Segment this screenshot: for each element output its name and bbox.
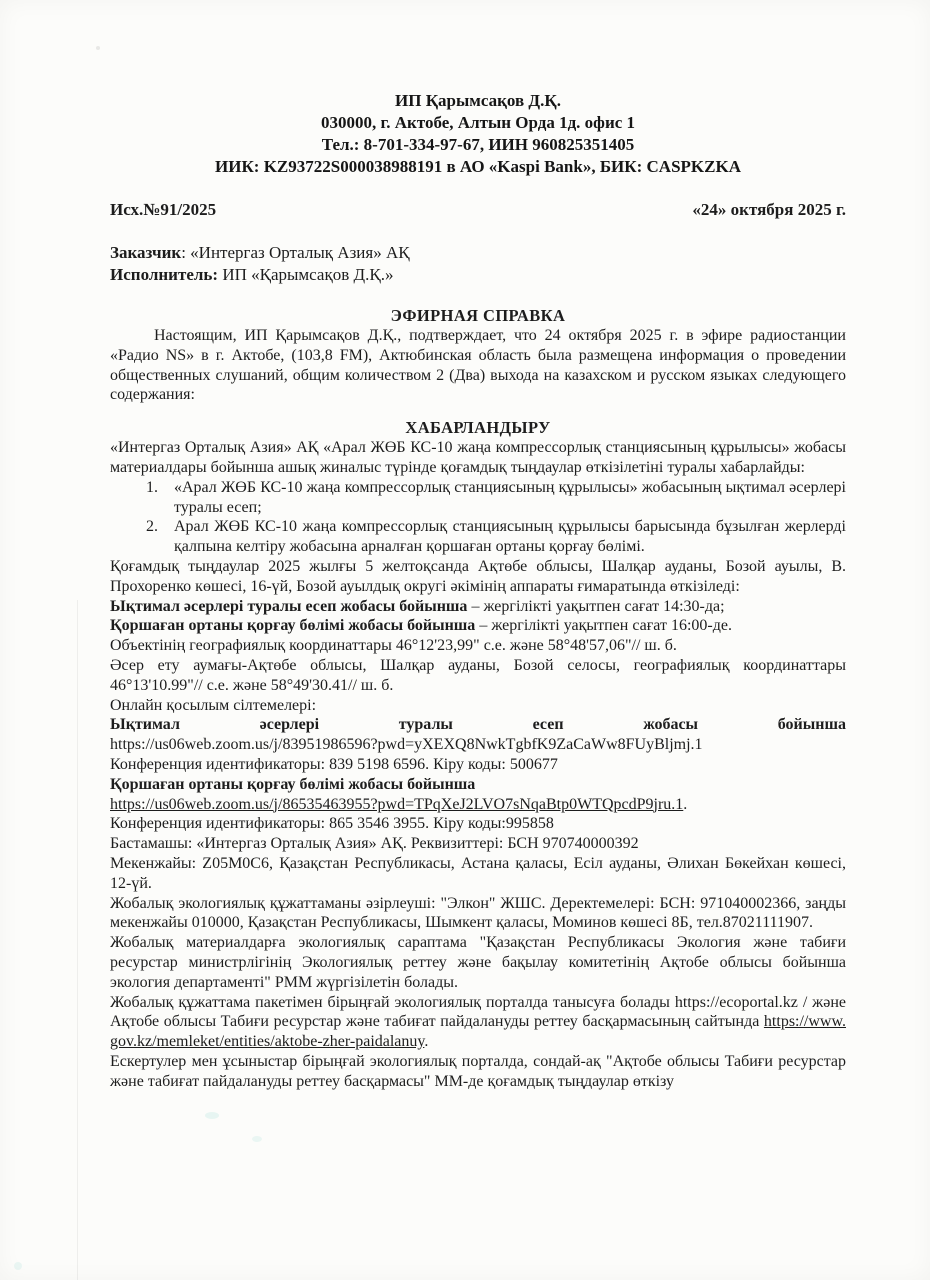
portal-text-pre: Жобалық құжаттама пакетімен бірыңғай экологиялық порталда танысуға болады bbox=[110, 993, 675, 1011]
time-line-report-value: – жергілікті уақытпен сағат 14:30-да; bbox=[467, 597, 725, 615]
list-item-number: 2. bbox=[146, 518, 158, 536]
object-coordinates: Объектінің географиялық координаттары 46°12'23,99" с.е. және 58°48'57,06"// ш. б. bbox=[110, 637, 677, 655]
impact-area-coordinates: Әсер ету аумағы-Ақтөбе облысы, Шалқар ауданы, Бозой селосы, географиялық координаттары 46°13'10.99"// с.е. және 58°49'30.41// ш. б. bbox=[110, 656, 846, 694]
ecoportal-link[interactable]: https://ecoportal.kz bbox=[674, 993, 798, 1011]
customer-label: Заказчик bbox=[110, 243, 182, 262]
announcement-title: ХАБАРЛАНДЫРУ bbox=[405, 418, 551, 438]
customer-value: : «Интергаз Орталық Азия» АҚ bbox=[181, 243, 410, 262]
reference-row bbox=[110, 200, 846, 220]
contractor-label: Исполнитель: bbox=[110, 265, 219, 284]
list-item bbox=[146, 517, 846, 557]
list-item-text: Арал ЖӨБ КС-10 жаңа компрессорлық станциясының құрылысы барысында бұзылған жерлерді қалпына келтіру жобасына арналған қоршаған ортаны қорғау бөлімі. bbox=[174, 518, 846, 556]
zoom-conference1-line: Конференция идентификаторы: 839 5198 6596. Кіру коды: 500677 bbox=[110, 755, 558, 773]
customer-line bbox=[110, 242, 846, 264]
expertise-paragraph: Жобалық материалдарға экологиялық сараптама "Қазақстан Республикасы Экология және табиғи ресурстар министрлігінің Экологиялық реттеу және бақылау комитетінің Ақтобе облысы бойынша экология департаменті" РММ жүргізілетін болады. bbox=[110, 934, 846, 991]
outgoing-number: Исх.№91/2025 bbox=[110, 200, 217, 219]
zoom-link2-suffix: . bbox=[683, 795, 688, 813]
letter-content bbox=[110, 90, 846, 1091]
certificate-body: Настоящим, ИП Қарымсақов Д.Қ., подтверждает, что 24 октября 2025 г. в эфире радиостанции «Радио NS» в г. Актобе, (103,8 FM), Актюбинская область была размещена информация о проведении общественных слушаний, общим количеством 2 (Два) выхода на казахском и русском языках следующего содержания: bbox=[110, 327, 846, 404]
letterhead-bank-details: ИИК: KZ93722S000038988191 в АО «Kaspi Bank», БИК: CASPKZKA bbox=[215, 157, 741, 176]
scan-speck bbox=[14, 1262, 22, 1270]
letterhead bbox=[110, 90, 846, 178]
zoom-link2-heading: Қоршаған ортаны қорғау бөлімі жобасы бойынша bbox=[110, 775, 476, 793]
letterhead-phone-iin: Тел.: 8-701-334-97-67, ИИН 960825351405 bbox=[321, 135, 635, 154]
scan-speck bbox=[205, 1112, 219, 1119]
zoom-link1-url[interactable]: https://us06web.zoom.us/j/83951986596?pwd=yXEXQ8NwkTgbfK9ZaCaWw8FUyBljmj.1 bbox=[110, 736, 703, 754]
initiator-line: Бастамашы: «Интергаз Орталық Азия» АҚ. Реквизиттері: БСН 970740000392 bbox=[110, 835, 639, 853]
time-line-environment-label: Қоршаған ортаны қорғау бөлімі жобасы бойынша bbox=[110, 617, 476, 635]
initiator-address-line: Мекенжайы: Z05M0C6, Қазақстан Республикасы, Астана қаласы, Есіл ауданы, Әлихан Бөкейхан көшесі, 12-үй. bbox=[110, 854, 846, 892]
letterhead-company-name: ИП Қарымсақов Д.Қ. bbox=[395, 91, 561, 110]
portal-text-mid: / және Ақтобе облысы Табиғи ресурстар және табиғат пайдалануды реттеу басқармасының сайтында bbox=[110, 993, 847, 1031]
announcement-intro: «Интергаз Орталық Азия» АҚ «Арал ЖӨБ КС-10 жаңа компрессорлық станциясының құрылысы» жобасы материалдары бойынша ашық жиналыс түрінде қоғамдық тыңдаулар өткізілетіні туралы хабарлайды: bbox=[110, 439, 846, 476]
letterhead-address: 030000, г. Актобе, Алтын Орда 1д. офис 1 bbox=[320, 113, 636, 132]
scan-crease-artifact bbox=[77, 600, 78, 1280]
list-item bbox=[146, 478, 846, 518]
time-line-environment bbox=[110, 616, 846, 636]
govkz-link[interactable]: https://www.gov.kz/memleket/entities/aktobe-zher-paidalanuy bbox=[110, 1013, 846, 1051]
letter-date: «24» октября 2025 г. bbox=[692, 200, 846, 219]
zoom-link2-line bbox=[110, 795, 846, 815]
time-line-report-label: Ықтимал әсерлері туралы есеп жобасы бойынша bbox=[110, 597, 468, 615]
remarks-paragraph: Ескертулер мен ұсыныстар бірыңғай экологиялық порталда, сондай-ақ "Ақтобе облысы Табиғи ресурстар және табиғат пайдалануды реттеу басқармасы" ММ-де қоғамдық тыңдаулар өткізу bbox=[110, 1052, 846, 1090]
zoom-link2-url[interactable]: https://us06web.zoom.us/j/86535463955?pwd=TPqXeJ2LVO7sNqaBtp0WTQpcdP9jru.1 bbox=[110, 795, 684, 813]
time-line-report bbox=[110, 597, 846, 617]
list-item-number: 1. bbox=[146, 478, 158, 496]
hearings-paragraph: Қоғамдық тыңдаулар 2025 жылғы 5 желтоқсанда Ақтөбе облысы, Шалқар ауданы, Бозой ауылы, В. Прохоренко көшесі, 16-үй, Бозой ауылдық округі әкімінің аппараты ғимаратында өткізіледі: bbox=[110, 557, 846, 595]
zoom-link1-line bbox=[110, 735, 846, 755]
parties-block bbox=[110, 242, 846, 286]
scan-speck bbox=[252, 1136, 262, 1142]
announcement-list bbox=[110, 478, 846, 557]
contractor-value: ИП «Қарымсақов Д.Қ.» bbox=[218, 265, 394, 284]
online-links-heading: Онлайн қосылым сілтемелері: bbox=[110, 696, 317, 714]
portal-paragraph bbox=[110, 993, 846, 1052]
portal-text-post: . bbox=[424, 1033, 429, 1051]
scan-speck bbox=[96, 46, 100, 50]
list-item-text: «Арал ЖӨБ КС-10 жаңа компрессорлық станциясының құрылысы» жобасының ықтимал әсерлері туралы есеп; bbox=[174, 478, 846, 516]
developer-paragraph: Жобалық экологиялық құжаттаманы әзірлеуші: "Элкон" ЖШС. Деректемелері: БСН: 971040002366, заңды мекенжайы 010000, Қазақстан Республикасы, Шымкент қаласы, Моминов көшесі 8Б, тел.87021111907. bbox=[110, 894, 846, 932]
contractor-line bbox=[110, 264, 846, 286]
zoom-conference2-line: Конференция идентификаторы: 865 3546 3955. Кіру коды:995858 bbox=[110, 815, 554, 833]
time-line-environment-value: – жергілікті уақытпен сағат 16:00-де. bbox=[475, 617, 732, 635]
zoom-link1-heading: Ықтимал әсерлері туралы есеп жобасы бойынша bbox=[110, 716, 846, 734]
certificate-title: ЭФИРНАЯ СПРАВКА bbox=[390, 306, 566, 325]
